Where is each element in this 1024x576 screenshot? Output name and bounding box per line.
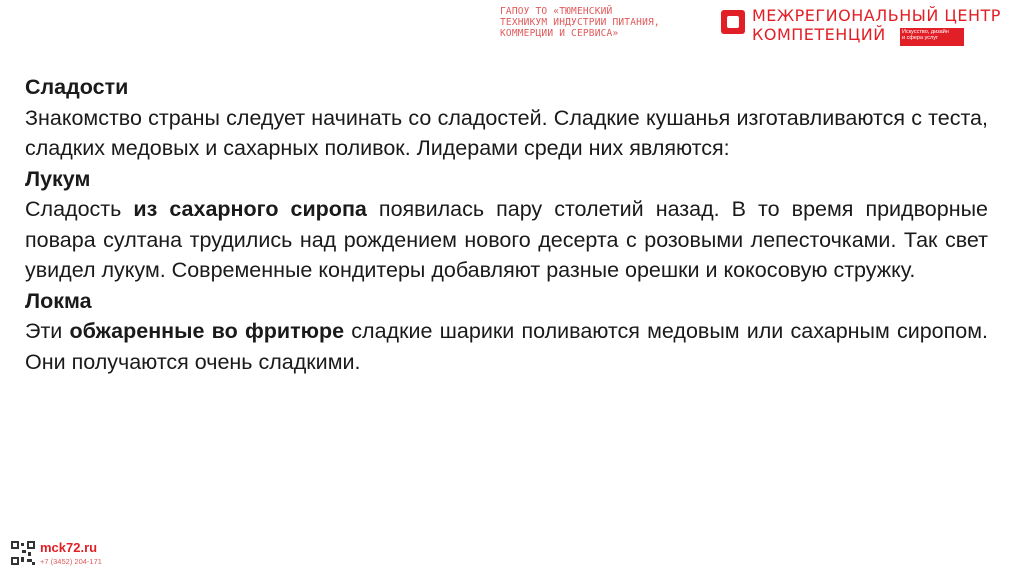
lokma-text-end: сладкие шарики поливаются медовым или сахарным сиропом. Они получаются очень сладкими. xyxy=(25,319,988,374)
category-tag: Искусство, дизайн и сфера услуг xyxy=(900,28,964,46)
main-content xyxy=(25,72,988,377)
paragraph-lokma xyxy=(25,316,988,377)
lukum-text-end: появилась пару столетий назад. В то время придворные повара султана трудились над рождением нового десерта с розовыми лепесточками. Так свет увидел лукум. Современные кондитеры добавляют разные орешки и кокосовую стружку. xyxy=(25,197,988,282)
paragraph-lukum xyxy=(25,194,988,286)
lukum-text-bold: из сахарного сиропа xyxy=(133,197,367,221)
footer-phone: +7 (3452) 204-171 xyxy=(40,557,102,566)
square-ring-logo-icon xyxy=(719,8,747,36)
footer xyxy=(10,540,210,570)
header xyxy=(500,6,1020,50)
footer-site-link[interactable]: mck72.ru xyxy=(40,540,98,555)
lokma-text-bold: обжаренные во фритюре xyxy=(69,319,345,343)
center-name: МЕЖРЕГИОНАЛЬНЫЙ ЦЕНТР КОМПЕТЕНЦИЙ xyxy=(752,6,1001,44)
institution-name: ГАПОУ ТО «ТЮМЕНСКИЙ ТЕХНИКУМ ИНДУСТРИИ ПИТАНИЯ, КОММЕРЦИИ И СЕРВИСА» xyxy=(500,6,660,39)
heading-lukum: Лукум xyxy=(25,166,91,191)
lukum-text-start: Сладость xyxy=(25,197,134,221)
lokma-text-start: Эти xyxy=(25,319,70,343)
heading-sweets: Сладости xyxy=(25,75,129,99)
paragraph-sweets: Знакомство страны следует начинать со сладостей. Сладкие кушанья изготавливаются с теста, сладких медовых и сахарных поливок. Лидерами среди них являются: xyxy=(25,105,988,160)
qr-code-icon xyxy=(10,540,36,566)
heading-lokma: Локма xyxy=(25,288,92,313)
